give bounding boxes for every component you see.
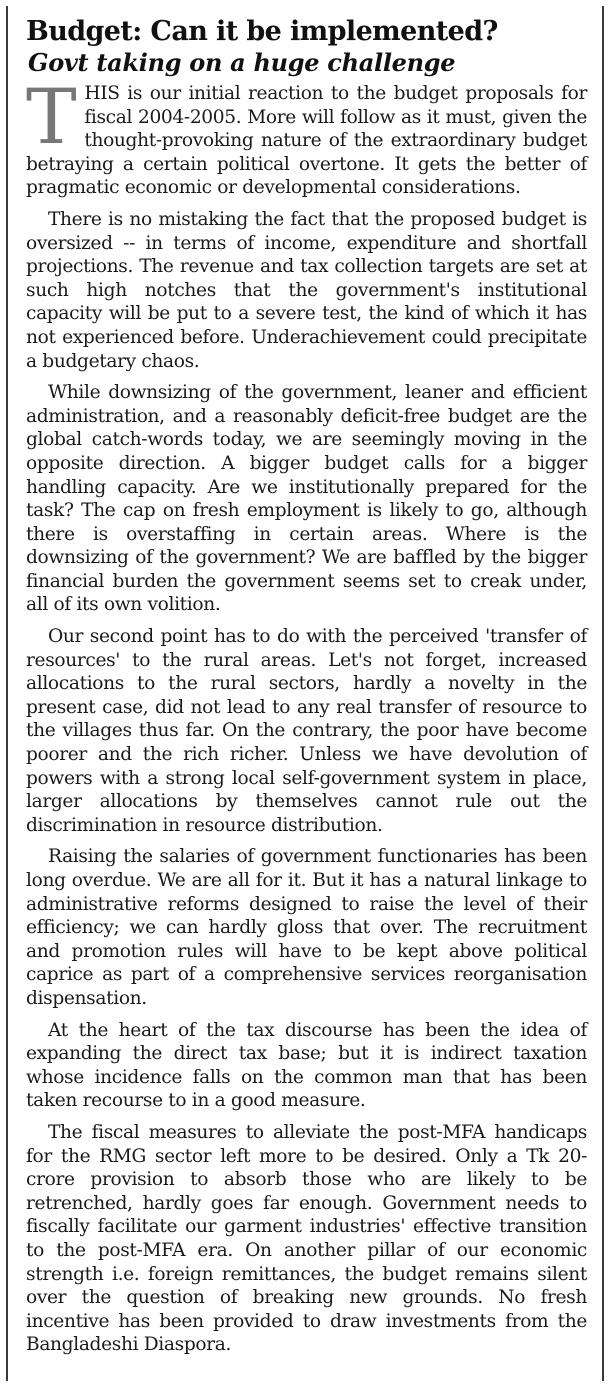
paragraph-2: There is no mistaking the fact that the proposed budget is oversized -- in terms of income, expenditure and shortfall projections. The revenue and tax collection targets are set at such high notches that the government's institutional capacity will be put to a severe test, the kind of which it has not experienced before. Underachievement could precipitate a budgetary chaos. [26,208,587,372]
subheadline: Govt taking on a huge challenge [28,48,456,77]
editorial-article [6,6,604,1381]
article-body [26,72,587,1357]
paragraph-3: While downsizing of the government, leaner and efficient administration, and a reasonably deficit-free budget are the global catch-words today, we are seemingly moving in the opposite direction. A bigger budget calls for a bigger handling capacity. Are we institutionally prepared for the task? The cap on fresh employment is likely to go, although there is overstaffing in certain areas. Where is the downsizing of the government? We are baffled by the bigger financial burden the government seems set to creak under, all of its own volition. [26,382,587,616]
paragraph-4: Our second point has to do with the perceived 'transfer of resources' to the rural areas. Let's not forget, increased allocations to the rural sectors, hardly a novelty in the present case, did not lead to any real transfer of resource to the villages thus far. On the contrary, the poor have become poorer and the rich richer. Unless we have devolution of powers with a strong local self-government system in place, larger allocations by themselves cannot rule out the discrimination in resource distribution. [26,626,587,836]
paragraph-5: Raising the salaries of government functionaries has been long overdue. We are all for it. But it has a natural linkage to administrative reforms designed to raise the level of their efficiency; we can hardly gloss that over. The recruitment and promotion rules will have to be kept above political caprice as part of a comprehensive services reorganisation dispensation. [26,846,587,1009]
paragraph-7: The fiscal measures to alleviate the post-MFA handicaps for the RMG sector left more to be desired. Only a Tk 20-crore provision to absorb those who are likely to be retrenched, hardly goes far enough. Government needs to fiscally facilitate our garment industries' effective transition to the post-MFA era. On another pillar of our economic strength i.e. foreign remittances, the budget remains silent over the question of breaking new grounds. No fresh incentive has been provided to draw investments from the Bangladeshi Diaspora. [26,1121,587,1356]
paragraph-1-text: HIS is our initial reaction to the budget proposals for fiscal 2004-2005. More will follow as it must, given the thought-provoking nature of the extraordinary budget betraying a certain political overtone. It gets the better of pragmatic economic or developmental considerations. [26,83,587,199]
headline: Budget: Can it be implemented? [26,16,498,47]
paragraph-1 [26,72,587,200]
paragraph-6: At the heart of the tax discourse has been the idea of expanding the direct tax base; but it is indirect taxation whose incidence falls on the common man that has been taken recourse to in a good measure. [26,1019,587,1112]
drop-cap: T [26,72,77,161]
